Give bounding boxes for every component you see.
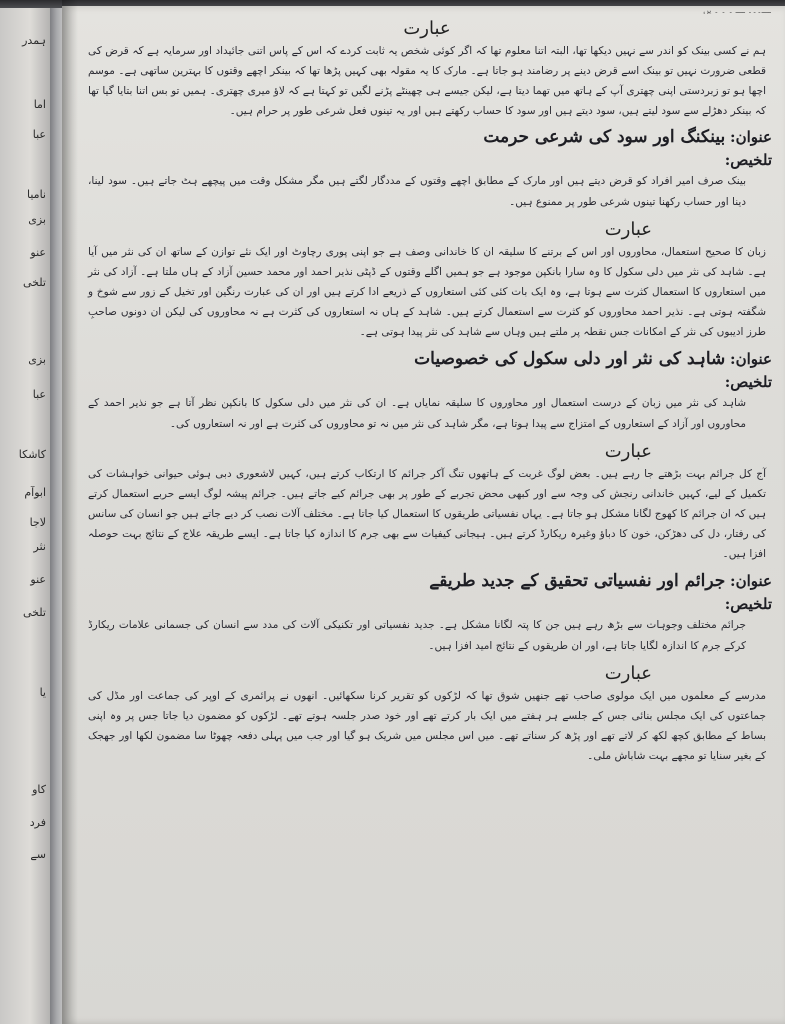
passage-paragraph: ہم نے کسی بینک کو اندر سے نہیں دیکھا تھا، البتہ اتنا معلوم تھا کہ اگر کوئی شخص یہ ثابت کردے کہ اس کے پاس اتنی جائیداد اور سرمایہ ہے کہ قرض کی قطعی ضرورت نہیں تو بینک اسے قرض دینے پر رضامند ہو جاتا ہے۔ مارک کا یہ مقولہ بھی کہیں پڑھا تھا کہ بینکر اچھے وقتوں کا بہترین ساتھی ہے۔ موسم اچھا ہو تو زبردستی اپنی چھتری آپ کے ہاتھ میں تھما دیتا ہے، لیکن جیسے ہی چھینٹے پڑنے لگیں تو کہتا ہے کہ لاؤ میری چھتری۔ ہمیں تو بس اتنا بتایا گیا تھا کہ بینکر دھڑلے سے سود لیتے ہیں، سود دیتے ہیں اور سود کا حساب رکھتے ہیں اور یہ تینوں فعل شرعی طور پر حرام ہیں۔ xyxy=(88,45,766,117)
left-page-fragment: عنو xyxy=(30,246,46,259)
ibarat-heading: عبارت xyxy=(604,663,652,684)
left-page-fragment: تلخی xyxy=(23,606,46,619)
left-page-fragment: ابوآم xyxy=(24,486,46,499)
title-text: بینکنگ اور سود کی شرعی حرمت xyxy=(483,127,726,147)
left-page-fragment: عنو xyxy=(30,573,46,586)
summary-text: جرائم مختلف وجوہات سے بڑھ رہے ہیں جن کا پتہ لگانا مشکل ہے۔ جدید نفسیاتی اور تکنیکی آلات کی مدد سے انسان کی جسمانی علامات ریکارڈ کرکے جرم کا اندازہ لگایا جاتا ہے، اور ان طریقوں کے نتائج امید افزا ہیں۔ xyxy=(88,619,746,652)
title-row xyxy=(82,127,772,147)
passage-paragraph: آج کل جرائم بہت بڑھتے جا رہے ہیں۔ بعض لوگ غربت کے ہاتھوں تنگ آکر جرائم کا ارتکاب کرتے ہیں، کہیں لاشعوری دبی ہوئی حیوانی خواہشات کی تکمیل کے لیے، کہیں خاندانی رنجش کی وجہ سے اور کبھی محض تجربے کے طور پر بھی جرائم کیے جاتے ہیں۔ جرائم پیشہ لوگ ایسے حربے استعمال کرتے ہیں کہ ان جرائم کا کھوج لگانا مشکل ہو جاتا ہے۔ یہاں نفسیاتی طریقوں کا استعمال کیا جاتا ہے۔ مختلف آلات نصب کر دیے جاتے ہیں جو انسان کی سانس کی رفتار، دل کی دھڑکن، خون کا دباؤ وغیرہ ریکارڈ کرتے ہیں۔ ہیجانی کیفیات سے بھی جرم کا اندازہ کیا جاتا ہے۔ ایسے طریقہ علاج کے نتائج بہت حوصلہ افزا ہیں۔ xyxy=(88,468,766,560)
title-label: عنوان: xyxy=(730,128,772,146)
left-page-fragment: بزی xyxy=(28,213,46,226)
page-content xyxy=(82,14,772,1019)
left-page-fragment: فرد xyxy=(29,816,46,829)
left-page-fragment: اما xyxy=(33,98,46,111)
section-2 xyxy=(82,219,772,435)
left-page-fragment: یا xyxy=(39,686,46,699)
book-page xyxy=(62,6,785,1024)
title-row xyxy=(82,348,772,369)
title-text: جرائم اور نفسیاتی تحقیق کے جدید طریقے xyxy=(429,571,726,591)
page-header-strip: ــــ۔۔۔ ــــ ۔ ۔ ۔ یں xyxy=(703,6,771,14)
left-facing-page-edge xyxy=(0,8,50,1024)
section-3 xyxy=(82,441,772,657)
title-label: عنوان: xyxy=(730,572,772,590)
summary-text: شاہد کی نثر میں زبان کے درست استعمال اور محاوروں کا سلیقہ نمایاں ہے۔ ان کی نثر میں دلی سکول کا بانکپن نظر آتا ہے جو نذیر احمد کے محاوروں اور آزاد کے استعاروں کے امتزاج سے پیدا ہوتا ہے، مگر شاہد کی نثر میں نہ تو محاوروں کی کثرت ہے اور نہ استعاروں کی۔ xyxy=(88,397,746,430)
title-label: عنوان: xyxy=(730,350,772,368)
ibarat-heading: عبارت xyxy=(604,441,652,462)
left-page-fragment: عبا xyxy=(32,128,46,141)
passage-paragraph: زبان کا صحیح استعمال، محاوروں اور اس کے برتنے کا سلیقہ ان کا خاندانی وصف ہے جو اپنی پوری رچاوٹ اور ایک نئے توازن کے ساتھ ان کی نثر میں آیا ہے۔ شاہد کی نثر میں دلی سکول کا وہ سارا بانکپن موجود ہے جو ہمیں اگلے وقتوں کے ڈپٹی نذیر احمد اور محمد حسین آزاد کے ہاں ملتا ہے۔ آزاد کی نثر میں استعاروں کا استعمال کثرت سے ہوتا ہے، وہ ایک بات کئی کئی استعاروں کے ذریعے ادا کرتے ہیں اور ان کی عبارت رنگین اور تخیل کے زور سے شوخ و شگفتہ ہوتی ہے۔ نذیر احمد محاوروں کو کثرت سے استعمال کرتے ہیں۔ شاہد کے ہاں نہ استعاروں کی کثرت ہے نہ محاوروں کی لیکن ان دونوں صاحبِ طرز ادیبوں کی نثر کے امکانات جس نقطہ پر ملتے ہیں وہاں سے شاہد کی نثر پیدا ہوتی ہے۔ xyxy=(88,246,766,338)
left-page-fragment: کاشکا xyxy=(18,448,46,461)
left-page-fragment: سے xyxy=(30,848,46,861)
left-page-fragment: تلخی xyxy=(23,276,46,289)
left-page-fragment: نامیا xyxy=(27,188,46,201)
passage-paragraph: مدرسے کے معلموں میں ایک مولوی صاحب تھے جنھیں شوق تھا کہ لڑکوں کو تقریر کرنا سکھائیں۔ انھوں نے پرائمری کے اوپر کی جماعت اور مڈل کی جماعتوں کی ایک مجلس بنائی جس کے جلسے ہر ہفتے میں ایک بار کرتے تھے اور خود صدر جلسہ ہوتے تھے۔ لڑکوں کو مضمون دیا جاتا جس پر وہ اپنی بساط کے مطابق کچھ لکھ کر لاتے تھے اور پڑھ کر سناتے تھے۔ میں اس مجلس میں شریک ہو گیا اور جب میں پہلی دفعہ چھوٹا سا مضمون لکھا اور جھجک کے بغیر سنایا تو مجھے بہت شاباش ملی۔ xyxy=(88,690,766,762)
left-page-fragment: نثر xyxy=(33,540,46,553)
summary-label: تلخیص: xyxy=(724,373,772,391)
page-fold-shadow xyxy=(62,0,78,1024)
title-text: شاہد کی نثر اور دلی سکول کی خصوصیات xyxy=(414,349,726,369)
left-page-fragment: کاو xyxy=(32,783,46,796)
left-page-fragment: بزی xyxy=(28,353,46,366)
section-4 xyxy=(82,663,772,766)
summary-text: بینک صرف امیر افراد کو قرض دیتے ہیں اور مارک کے مطابق اچھے وقتوں کے مددگار لگتے ہیں مگر مشکل وقت میں پیچھے ہٹ جاتے ہیں۔ سود لینا، دینا اور حساب رکھنا تینوں شرعی طور پر ممنوع ہیں۔ xyxy=(88,175,746,208)
left-page-fragment: لاجا xyxy=(29,516,46,529)
title-row xyxy=(82,570,772,591)
section-1 xyxy=(82,18,772,213)
left-page-fragment: عبا xyxy=(32,388,46,401)
left-page-fragment: ہمدر xyxy=(22,34,46,47)
summary-label: تلخیص: xyxy=(724,595,772,613)
ibarat-heading: عبارت xyxy=(604,219,652,240)
ibarat-heading: عبارت xyxy=(403,18,451,39)
summary-label: تلخیص: xyxy=(724,151,772,169)
